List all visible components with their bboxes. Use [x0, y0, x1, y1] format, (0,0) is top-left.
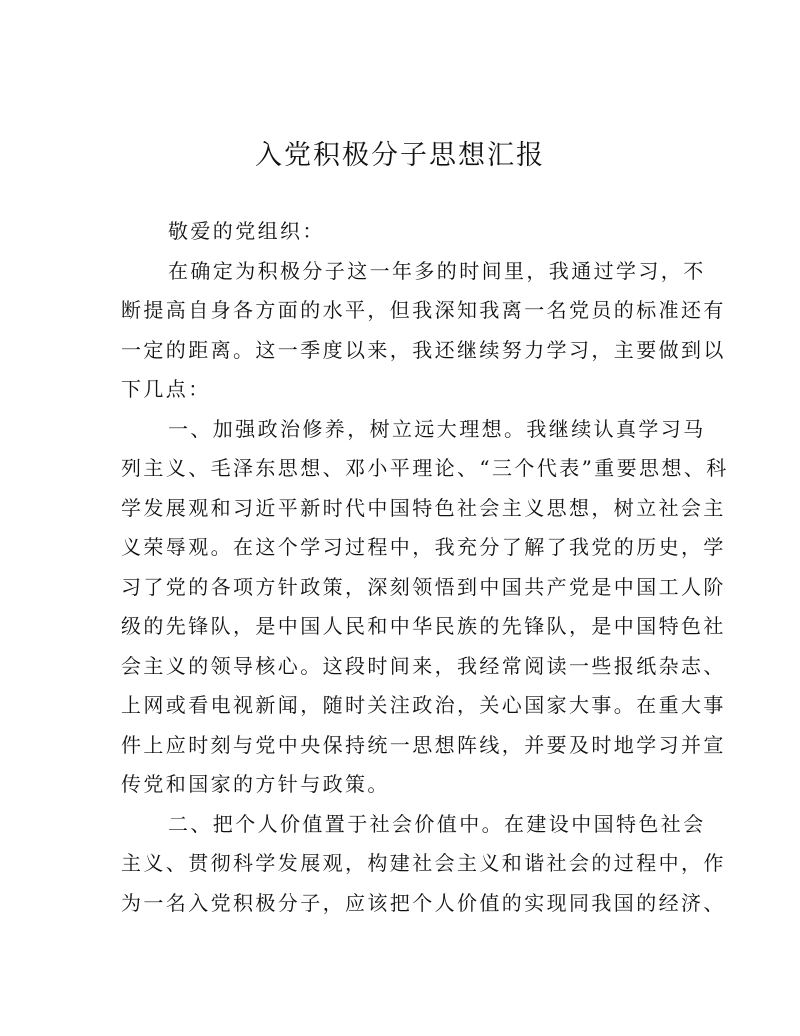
text-line: 一、加强政治修养，树立远大理想。我继续认真学习马 — [168, 416, 706, 441]
text-line: 在确定为积极分子这一年多的时间里，我通过学习，不 — [168, 258, 706, 283]
text-line: 列主义、毛泽东思想、邓小平理论、“三个代表”重要思想、科 — [121, 456, 729, 480]
text-line: 义荣辱观。在这个学习过程中，我充分了解了我党的历史，学 — [121, 535, 726, 559]
greeting: 敬爱的党组织： — [168, 219, 325, 243]
text-line: 二、把个人价值置于社会价值中。在建设中国特色社会 — [168, 811, 706, 836]
text-line: 学发展观和习近平新时代中国特色社会主义思想，树立社会主 — [121, 495, 726, 520]
text-line: 一定的距离。这一季度以来，我还继续努力学习，主要做到以 — [121, 337, 726, 362]
text-line: 上网或看电视新闻，随时关注政治，关心国家大事。在重大事 — [121, 693, 726, 717]
text-line: 件上应时刻与党中央保持统一思想阵线，并要及时地学习并宣 — [121, 732, 726, 757]
text-line: 习了党的各项方针政策，深刻领悟到中国共产党是中国工人阶 — [121, 574, 726, 599]
document-body — [121, 212, 729, 923]
text-line: 下几点： — [121, 377, 211, 401]
text-line: 为一名入党积极分子，应该把个人价值的实现同我国的经济、 — [121, 890, 726, 915]
text-line: 传党和国家的方针与政策。 — [121, 772, 390, 796]
text-line: 主义、贯彻科学发展观，构建社会主义和谐社会的过程中，作 — [121, 851, 726, 875]
text-line: 会主义的领导核心。这段时间来，我经常阅读一些报纸杂志、 — [121, 653, 726, 678]
document-title: 入党积极分子思想汇报 — [255, 140, 545, 171]
text-line: 级的先锋队，是中国人民和中华民族的先锋队，是中国特色社 — [121, 614, 726, 638]
text-line: 断提高自身各方面的水平，但我深知我离一名党员的标准还有 — [121, 298, 726, 322]
